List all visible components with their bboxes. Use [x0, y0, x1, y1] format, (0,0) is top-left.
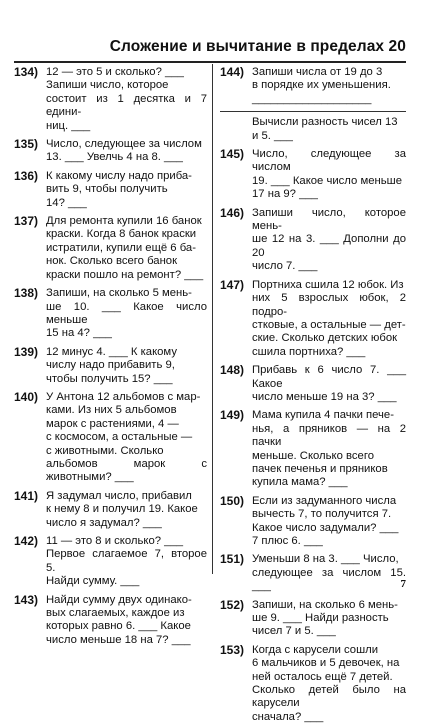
task-line: в порядке их уменьшения.	[252, 79, 391, 92]
task-separator	[220, 111, 406, 112]
right-column	[220, 65, 406, 723]
task-line: с космосом, а остальные —	[46, 431, 193, 444]
task-line: сначала? ___	[252, 710, 324, 723]
page-title: Сложение и вычитание в пределах 20	[109, 38, 406, 55]
task-text	[252, 66, 406, 106]
task-item	[220, 207, 406, 274]
task-line: пачек печенья и пряников	[252, 462, 388, 475]
task-text	[46, 490, 207, 530]
task-line: числу надо прибавить 9,	[46, 359, 175, 372]
task-line: краски. Когда 8 банок краски	[46, 228, 197, 241]
task-text	[46, 346, 207, 386]
task-number: 137)	[14, 214, 39, 229]
task-item	[14, 66, 207, 133]
task-line: Запиши число, которое	[46, 79, 169, 92]
task-line: Портниха сшила 12 юбок. Из	[252, 278, 404, 291]
task-item	[220, 364, 406, 404]
task-number: 146)	[220, 205, 245, 220]
task-line: 6 мальчиков и 5 девочек, на	[252, 657, 400, 670]
task-line: с животными. Сколько	[46, 444, 164, 457]
task-item	[14, 170, 207, 210]
task-item	[14, 535, 207, 589]
task-number: 152)	[220, 597, 245, 612]
task-line: Вычисли разность чисел 13	[252, 116, 398, 129]
task-line: Я задумал число, прибавил	[46, 489, 192, 502]
task-line: ниц. ___	[46, 119, 91, 132]
task-number: 143)	[14, 592, 39, 607]
task-item	[14, 594, 207, 648]
task-line: ше 10. ___ Какое число меньше	[46, 300, 207, 326]
task-line: Какое число задумали? ___	[252, 521, 399, 534]
task-number: 150)	[220, 493, 245, 508]
task-text	[252, 409, 406, 489]
task-number: 141)	[14, 488, 39, 503]
task-line: и 5. ___	[252, 129, 293, 142]
task-text	[46, 66, 207, 133]
task-item	[220, 279, 406, 359]
task-number: 145)	[220, 147, 245, 162]
task-number: 136)	[14, 168, 39, 183]
task-text	[252, 207, 406, 274]
task-line: Запиши число, которое мень-	[252, 206, 406, 233]
task-line: ше 12 на 3. ___ Дополни до 20	[252, 233, 406, 259]
task-item	[14, 490, 207, 530]
task-line: чтобы получить 15? ___	[46, 372, 173, 385]
task-line: 11 — это 8 и сколько? ___	[46, 535, 184, 547]
task-line: меньше. Сколько всего	[252, 449, 374, 462]
task-line: Найди сумму. ___	[46, 575, 140, 588]
task-number: 138)	[14, 286, 39, 301]
task-number: 149)	[220, 408, 245, 423]
task-line: 17 на 9? ___	[252, 188, 318, 201]
task-text	[252, 364, 406, 404]
task-number: 144)	[220, 65, 245, 79]
task-line: 13. ___ Увелчь 4 на 8. ___	[46, 151, 183, 164]
task-line: 12 — это 5 и сколько? ___	[46, 66, 184, 78]
task-line: Мама купила 4 пачки пече-	[252, 409, 394, 422]
task-text	[252, 553, 406, 593]
task-line: стковые, а остальные — дет-	[252, 318, 406, 331]
task-text	[46, 138, 207, 165]
task-line: чисел 7 и 5. ___	[252, 625, 336, 638]
task-item	[14, 287, 207, 341]
task-line: ками. Из них 5 альбомов	[46, 404, 177, 417]
task-line: марок с растениями, 4 —	[46, 417, 179, 430]
task-text	[46, 215, 207, 282]
task-number: 134)	[14, 65, 39, 79]
task-item	[14, 346, 207, 386]
task-text	[252, 644, 406, 724]
task-line: 7 плюс 6. ___	[252, 535, 323, 547]
task-line: Запиши, на сколько 6 мень-	[252, 598, 398, 611]
task-text	[252, 148, 406, 202]
title-rule	[14, 61, 406, 63]
task-line: Запиши, на сколько 5 мень-	[46, 287, 192, 300]
task-text	[46, 287, 207, 341]
task-text	[252, 599, 406, 639]
task-text	[46, 391, 207, 485]
task-text	[46, 594, 207, 648]
task-line: к нему 8 и получил 19. Какое	[46, 503, 198, 516]
task-item	[220, 644, 406, 724]
task-line: Первое слагаемое 7, второе 5.	[46, 548, 207, 574]
task-number: 139)	[14, 344, 39, 359]
task-line: Уменьши 8 на 3. ___ Число,	[252, 553, 399, 566]
task-number: 135)	[14, 137, 39, 152]
task-line: вить 9, чтобы получить	[46, 183, 168, 196]
task-number	[220, 116, 252, 143]
task-line: альбомов марок с животными? ___	[46, 457, 207, 484]
task-line: Число, следующее за числом	[252, 148, 406, 174]
task-line: 12 минус 4. ___ К какому	[46, 345, 177, 358]
task-item	[220, 66, 406, 106]
task-item	[220, 409, 406, 489]
task-line: следующее за числом 15. ___	[252, 566, 406, 593]
task-item	[220, 495, 406, 549]
task-line: К какому числу надо приба-	[46, 169, 192, 182]
task-line: ше 9. ___ Найди разность	[252, 612, 389, 625]
left-column	[14, 65, 207, 646]
task-number: 148)	[220, 363, 245, 378]
page-number: 7	[400, 578, 406, 590]
task-number: 153)	[220, 642, 245, 657]
task-line: истратили, купили ещё 6 ба-	[46, 241, 196, 254]
task-item	[14, 138, 207, 165]
task-line: Сколько детей было на карусели	[252, 684, 406, 710]
task-line: число меньше 19 на 3? ___	[252, 390, 397, 403]
task-line: вычесть 7, то получится 7.	[252, 508, 392, 521]
column-divider	[212, 64, 213, 574]
task-line: вых слагаемых, каждое из	[46, 607, 185, 620]
task-number: 142)	[14, 534, 39, 548]
task-line: ___________________	[252, 92, 372, 105]
task-line: которых равно 6. ___ Какое	[46, 620, 191, 633]
task-line: нья, а пряников — на 2 пачки	[252, 422, 406, 449]
task-line: число меньше 18 на 7? ___	[46, 633, 191, 646]
task-line: У Антона 12 альбомов с мар-	[46, 390, 201, 403]
task-item	[14, 391, 207, 485]
task-item	[14, 215, 207, 282]
task-number: 140)	[14, 389, 39, 404]
task-item	[220, 599, 406, 639]
task-line: Для ремонта купили 16 банок	[46, 215, 202, 228]
task-line: краски пошло на ремонт? ___	[46, 268, 204, 281]
task-line: купила мама? ___	[252, 476, 348, 489]
task-line: Если из задуманного числа	[252, 494, 397, 507]
task-text	[252, 495, 406, 549]
task-item	[220, 148, 406, 202]
task-line: них 5 взрослых юбок, 2 подро-	[252, 292, 406, 318]
task-line: Найди сумму двух одинако-	[46, 593, 192, 606]
task-line: ней осталось ещё 7 детей.	[252, 670, 393, 683]
task-line: состоит из 1 десятка и 7 едини-	[46, 92, 207, 119]
task-line: ские. Сколько детских юбок	[252, 332, 398, 345]
task-text	[46, 170, 207, 210]
task-line: 15 на 4? ___	[46, 327, 112, 340]
task-line: Когда с карусели сошли	[252, 643, 379, 656]
task-text	[252, 116, 406, 143]
task-item	[220, 116, 406, 143]
task-text	[46, 535, 207, 589]
task-number: 147)	[220, 277, 245, 292]
task-line: Прибавь к 6 число 7. ___ Какое	[252, 364, 406, 390]
task-line: 19. ___ Какое число меньше	[252, 174, 402, 187]
task-text	[252, 279, 406, 359]
task-line: число я задумал? ___	[46, 516, 162, 529]
task-line: нок. Сколько всего банок	[46, 255, 178, 268]
task-line: 14? ___	[46, 196, 87, 209]
task-line: число 7. ___	[252, 260, 318, 273]
task-line: Запиши числа от 19 до 3	[252, 66, 383, 78]
task-line: сшила портниха? ___	[252, 345, 366, 358]
task-number: 151)	[220, 552, 245, 567]
task-line: Число, следующее за числом	[46, 138, 202, 151]
task-item	[220, 553, 406, 593]
